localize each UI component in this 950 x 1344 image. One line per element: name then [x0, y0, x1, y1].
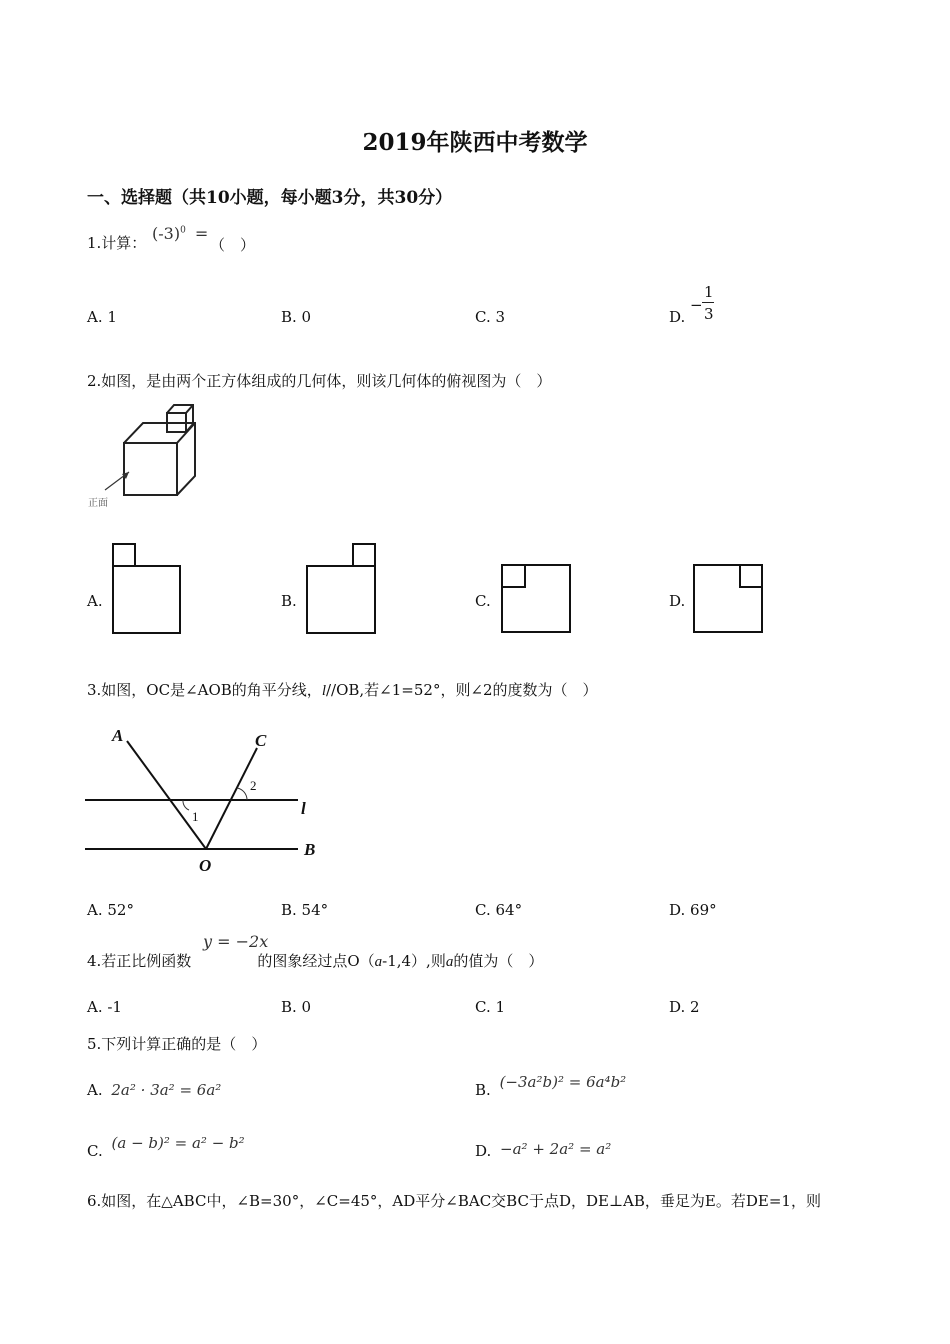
question-2-text: 2.如图，是由两个正方体组成的几何体，则该几何体的俯视图为（ ） [87, 372, 552, 390]
q4-formula: y = −2x [203, 932, 269, 951]
q4-text-part-c: -1,4）,则 [382, 952, 446, 970]
q5-option-c[interactable] [87, 1134, 245, 1160]
q3-label-b: B [304, 840, 316, 859]
q3-label-a: A [112, 726, 124, 745]
q1-expr-equals: = [194, 224, 209, 243]
q2-option-c[interactable]: C. [475, 592, 491, 610]
section-heading: 一、选择题（共10小题，每小题3分，共30分） [87, 188, 453, 208]
q5-option-d-label: D. [475, 1142, 492, 1160]
q2-option-b[interactable]: B. [281, 592, 297, 610]
q4-text-part-a: 4.若正比例函数 [87, 952, 192, 970]
q3-label-angle-1: 1 [192, 809, 199, 824]
q3-text-part-b: //OB,若∠1=52°，则∠2的度数为（ ） [325, 681, 598, 699]
question-5-text: 5.下列计算正确的是（ ） [87, 1035, 267, 1053]
q2-option-d[interactable]: D. [669, 592, 686, 610]
q5-option-b[interactable] [475, 1073, 627, 1099]
q1-option-c[interactable]: C. 3 [475, 308, 506, 326]
q5-option-a-label: A. [87, 1081, 103, 1099]
question-1 [87, 232, 146, 253]
q3-option-b[interactable]: B. 54° [281, 901, 329, 919]
q2-option-a-figure [112, 543, 182, 635]
q4-option-b[interactable]: B. 0 [281, 998, 312, 1016]
q1-option-d[interactable]: D. [669, 308, 686, 326]
q2-option-b-figure [306, 543, 378, 635]
q5-option-a[interactable] [87, 1081, 221, 1099]
q5-option-a-expr: 2a² · 3a² = 6a² [111, 1081, 222, 1099]
q5-option-d[interactable] [475, 1142, 611, 1160]
q1-d-neg-sign: − [690, 296, 703, 314]
q4-text-var-a: a [374, 954, 383, 970]
question-4-text [87, 950, 543, 971]
q4-text-part-b: 的图象经过点O（ [257, 952, 375, 970]
question-3-text [87, 679, 598, 700]
q3-option-d[interactable]: D. 69° [669, 901, 717, 919]
q3-label-c: C [255, 731, 267, 750]
q1-blank: （ ） [210, 236, 256, 254]
q1-expr-base: (-3) [152, 224, 181, 243]
q1-expression [152, 224, 208, 243]
q5-option-c-expr: (a − b)² = a² − b² [111, 1134, 245, 1152]
q4-text-part-d: 的值为（ ） [453, 952, 544, 970]
q3-angle-figure [85, 724, 325, 876]
q3-text-line-l: l [321, 683, 326, 699]
q5-option-d-expr: −a² + 2a² = a² [500, 1140, 612, 1158]
q5-option-b-expr: (−3a²b)² = 6a⁴b² [499, 1073, 627, 1091]
q3-option-a[interactable]: A. 52° [87, 901, 134, 919]
q2-option-a[interactable]: A. [87, 592, 103, 610]
q3-label-o: O [199, 856, 212, 875]
q1-d-fraction-bar [702, 302, 714, 303]
q5-option-b-label: B. [475, 1081, 491, 1099]
q2-option-c-figure [501, 564, 573, 636]
q1-d-denominator: 3 [704, 305, 714, 323]
q1-expr-exponent: 0 [180, 225, 186, 236]
q4-option-a[interactable]: A. -1 [87, 998, 122, 1016]
question-6-text: 6.如图，在△ABC中，∠B=30°，∠C=45°，AD平分∠BAC交BC于点D，DE⊥AB，垂足为E。若DE=1，则 [87, 1192, 821, 1210]
q4-option-d[interactable]: D. 2 [669, 998, 700, 1016]
q5-option-c-label: C. [87, 1142, 103, 1160]
q1-d-numerator: 1 [704, 283, 714, 301]
q2-front-label: 正面 [88, 498, 108, 509]
q3-label-angle-2: 2 [250, 778, 257, 793]
q4-text-var-a2: a [445, 954, 454, 970]
q3-text-part-a: 3.如图，OC是∠AOB的角平分线， [87, 681, 322, 699]
q1-option-a[interactable]: A. 1 [87, 308, 117, 326]
q1-prefix: 1.计算： [87, 234, 147, 252]
q4-option-c[interactable]: C. 1 [475, 998, 506, 1016]
q3-label-l: l [301, 799, 306, 818]
q2-option-d-figure [693, 564, 765, 636]
q1-option-b[interactable]: B. 0 [281, 308, 312, 326]
page-title: 2019年陕西中考数学 [362, 129, 588, 156]
q3-option-c[interactable]: C. 64° [475, 901, 523, 919]
